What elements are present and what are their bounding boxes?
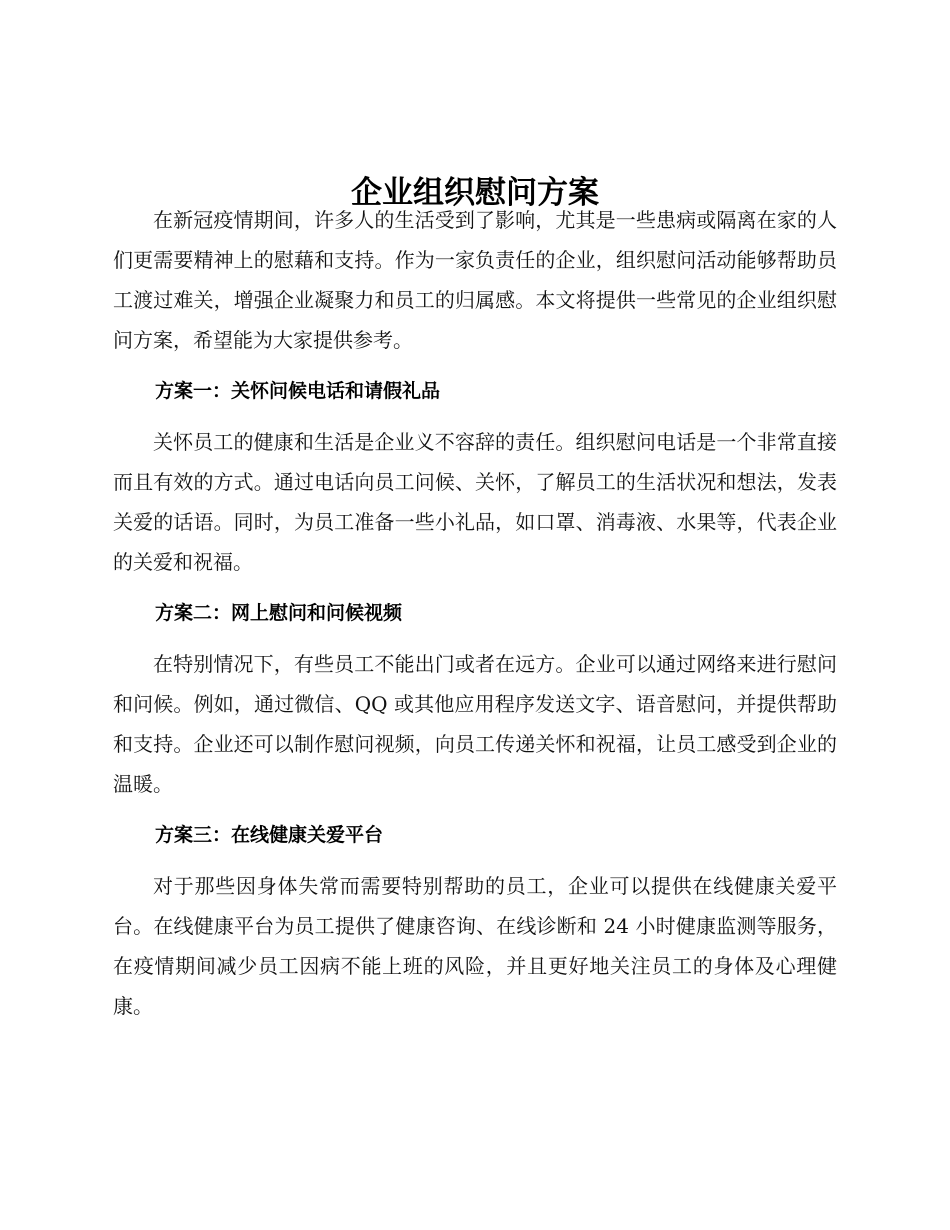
intro-paragraph: 在新冠疫情期间，许多人的生活受到了影响，尤其是一些患病或隔离在家的人们更需要精神上的慰藉和支持。作为一家负责任的企业，组织慰问活动能够帮助员工渡过难关，增强企业凝聚力和员工的归属感。本文将提供一些常见的企业组织慰问方案，希望能为大家提供参考。 [113,208,837,352]
document-title: 企业组织慰问方案 [351,174,599,211]
section-body-3: 对于那些因身体失常而需要特别帮助的员工，企业可以提供在线健康关爱平台。在线健康平台为员工提供了健康咨询、在线诊断和 24 小时健康监测等服务，在疫情期间减少员工因病不能上班的风险，并且更好地关注员工的身体及心理健康。 [113,874,837,1018]
section-heading-3: 方案三：在线健康关爱平台 [155,824,384,846]
document-content [113,200,837,1026]
section-body-2: 在特别情况下，有些员工不能出门或者在远方。企业可以通过网络来进行慰问和问候。例如，通过微信、QQ 或其他应用程序发送文字、语音慰问，并提供帮助和支持。企业还可以制作慰问视频，向员工传递关怀和祝福，让员工感受到企业的温暖。 [113,652,837,796]
section-heading-1: 方案一：关怀问候电话和请假礼品 [155,380,441,402]
section-heading-2: 方案二：网上慰问和问候视频 [155,602,403,624]
section-body-1: 关怀员工的健康和生活是企业义不容辞的责任。组织慰问电话是一个非常直接而且有效的方式。通过电话向员工问候、关怀，了解员工的生活状况和想法，发表关爱的话语。同时，为员工准备一些小礼品，如口罩、消毒液、水果等，代表企业的关爱和祝福。 [113,430,837,574]
